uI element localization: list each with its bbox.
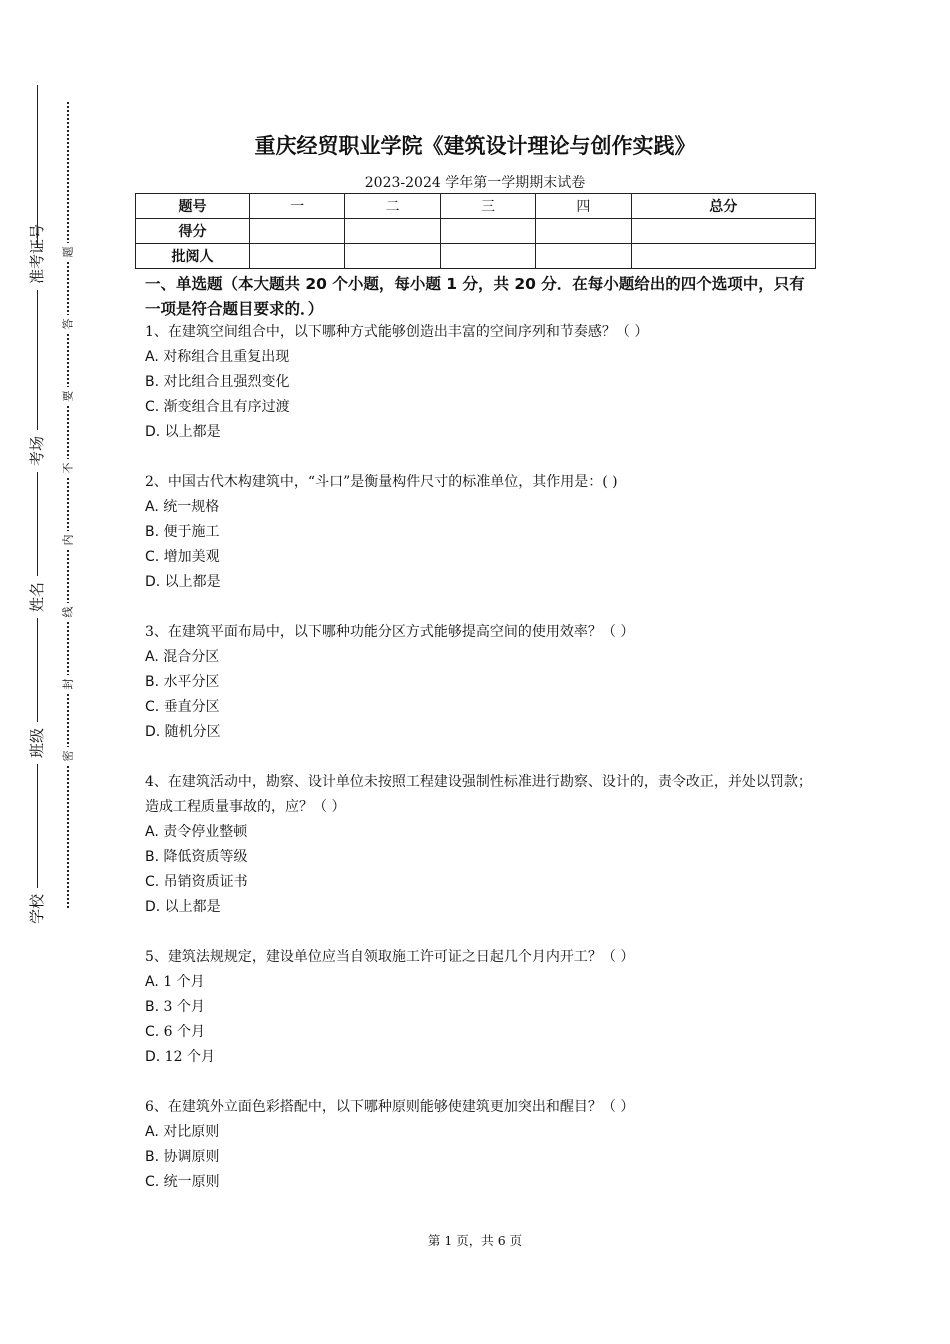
option-text: 渐变组合且有序过渡	[159, 399, 290, 415]
option-text: 统一规格	[158, 499, 220, 515]
option-text: 协调原则	[159, 1149, 220, 1165]
option-letter: C.	[145, 699, 160, 715]
option-text: 3 个月	[159, 999, 205, 1015]
option-letter: D.	[145, 574, 161, 590]
exam-title: 重庆经贸职业学院《建筑设计理论与创作实践》	[254, 134, 696, 158]
option-letter: B.	[145, 1149, 160, 1165]
seal-char: 要	[59, 387, 77, 405]
option-b	[145, 520, 820, 545]
option-letter: C.	[145, 399, 160, 415]
score-cell[interactable]	[631, 219, 815, 244]
option-a	[145, 645, 820, 670]
option-text: 对称组合且重复出现	[158, 349, 290, 365]
question-text: 5、建筑法规规定，建设单位应当自领取施工许可证之日起几个月内开工？（ ）	[145, 949, 635, 965]
grader-cell[interactable]	[440, 244, 535, 269]
option-c	[145, 1020, 820, 1045]
question-text: 3、在建筑平面布局中，以下哪种功能分区方式能够提高空间的使用效率？（ ）	[145, 624, 635, 640]
score-cell[interactable]	[440, 219, 535, 244]
option-b	[145, 845, 820, 870]
score-table-header-cell: 三	[440, 194, 535, 219]
option-text: 统一原则	[159, 1174, 220, 1190]
option-letter: C.	[145, 1024, 160, 1040]
option-a	[145, 345, 820, 370]
option-text: 混合分区	[158, 649, 220, 665]
option-letter: B.	[145, 849, 160, 865]
question	[145, 620, 820, 745]
binding-margin	[0, 0, 90, 1344]
exam-subtitle: 2023-2024 学年第一学期期末试卷	[364, 175, 586, 191]
question-text: 1、在建筑空间组合中，以下哪种方式能够创造出丰富的空间序列和节奏感？（ ）	[145, 324, 649, 340]
option-b	[145, 995, 820, 1020]
option-letter: A.	[145, 824, 159, 840]
seal-char: 内	[59, 531, 77, 549]
option-d	[145, 720, 820, 745]
option-c	[145, 545, 820, 570]
exam-id-label: 准考证号	[22, 248, 52, 290]
option-b	[145, 1145, 820, 1170]
option-text: 增加美观	[159, 549, 220, 565]
option-text: 降低资质等级	[159, 849, 248, 865]
question-text: 4、在建筑活动中，勘察、设计单位未按照工程建设强制性标准进行勘察、设计的，责令改正，并处以罚款；造成工程质量事故的，应？（ ）	[145, 774, 812, 815]
seal-dotted-line	[67, 102, 69, 908]
option-text: 以上都是	[160, 899, 221, 915]
grader-cell[interactable]	[250, 244, 345, 269]
score-cell[interactable]	[536, 219, 631, 244]
grader-cell[interactable]	[536, 244, 631, 269]
option-text: 随机分区	[160, 724, 221, 740]
option-c	[145, 1170, 820, 1195]
score-cell[interactable]	[250, 219, 345, 244]
score-table-header-cell: 题号	[136, 194, 250, 219]
score-row-label: 得分	[136, 219, 250, 244]
option-c	[145, 395, 820, 420]
option-text: 责令停业整顿	[158, 824, 248, 840]
option-letter: C.	[145, 1174, 160, 1190]
option-text: 以上都是	[160, 424, 221, 440]
option-letter: A.	[145, 1124, 159, 1140]
score-table-header-cell: 四	[536, 194, 631, 219]
grader-cell[interactable]	[345, 244, 440, 269]
option-text: 12 个月	[160, 1049, 215, 1065]
option-d	[145, 570, 820, 595]
question-text: 6、在建筑外立面色彩搭配中，以下哪种原则能够使建筑更加突出和醒目？（ ）	[145, 1099, 635, 1115]
option-letter: D.	[145, 424, 161, 440]
grader-cell[interactable]	[631, 244, 815, 269]
option-text: 以上都是	[160, 574, 221, 590]
question	[145, 945, 820, 1070]
option-text: 水平分区	[159, 674, 220, 690]
question	[145, 470, 820, 595]
page-footer: 第 1 页，共 6 页	[427, 1233, 523, 1248]
question	[145, 320, 820, 445]
option-a	[145, 820, 820, 845]
question	[145, 1095, 820, 1195]
exam-room-label: 考场	[22, 430, 52, 472]
option-b	[145, 670, 820, 695]
option-text: 6 个月	[159, 1024, 206, 1040]
option-a	[145, 1120, 820, 1145]
name-label: 姓名	[22, 576, 52, 618]
option-text: 便于施工	[159, 524, 220, 540]
option-letter: A.	[145, 349, 159, 365]
class-label: 班级	[22, 722, 52, 764]
section-heading: 一、单选题（本大题共 20 个小题，每小题 1 分，共 20 分．在每小题给出的四个选项中，只有一项是符合题目要求的．）	[145, 275, 805, 318]
seal-char: 题	[59, 243, 77, 261]
option-d	[145, 1045, 820, 1070]
school-label: 学校	[22, 888, 52, 930]
option-letter: A.	[145, 974, 159, 990]
option-letter: D.	[145, 1049, 161, 1065]
option-text: 1 个月	[158, 974, 205, 990]
seal-char: 线	[59, 603, 77, 621]
option-letter: A.	[145, 649, 159, 665]
seal-char: 封	[59, 675, 77, 693]
seal-char: 答	[59, 315, 77, 333]
score-table-row	[136, 244, 816, 269]
score-table-header-cell: 二	[345, 194, 440, 219]
option-letter: B.	[145, 999, 160, 1015]
option-letter: A.	[145, 499, 159, 515]
option-text: 对比原则	[158, 1124, 220, 1140]
option-d	[145, 420, 820, 445]
option-a	[145, 970, 820, 995]
score-row-label: 批阅人	[136, 244, 250, 269]
option-letter: D.	[145, 899, 161, 915]
score-table-header-cell: 总分	[631, 194, 815, 219]
seal-char: 密	[59, 747, 77, 765]
option-letter: B.	[145, 374, 160, 390]
option-text: 吊销资质证书	[159, 874, 248, 890]
score-cell[interactable]	[345, 219, 440, 244]
option-c	[145, 695, 820, 720]
question-text: 2、中国古代木构建筑中，“斗口”是衡量构件尺寸的标准单位，其作用是：( )	[145, 474, 618, 490]
score-table-header-row	[136, 194, 816, 219]
option-letter: C.	[145, 874, 160, 890]
option-text: 垂直分区	[159, 699, 220, 715]
option-a	[145, 495, 820, 520]
option-c	[145, 870, 820, 895]
binding-solid-line	[37, 85, 38, 925]
option-letter: D.	[145, 724, 161, 740]
score-table-header-cell: 一	[250, 194, 345, 219]
question	[145, 770, 820, 920]
option-letter: B.	[145, 524, 160, 540]
option-text: 对比组合且强烈变化	[159, 374, 290, 390]
score-table	[135, 193, 816, 269]
seal-char: 不	[59, 459, 77, 477]
option-d	[145, 895, 820, 920]
question-list	[145, 320, 820, 1220]
option-letter: C.	[145, 549, 160, 565]
score-table-row	[136, 219, 816, 244]
option-letter: B.	[145, 674, 160, 690]
option-b	[145, 370, 820, 395]
